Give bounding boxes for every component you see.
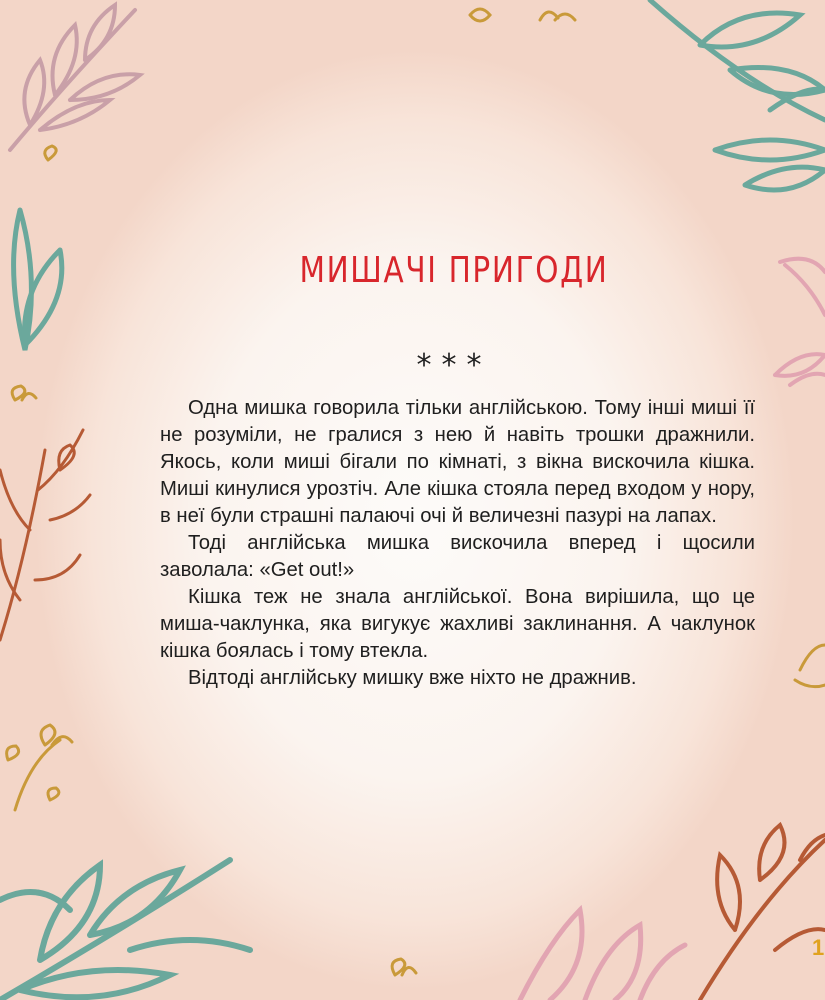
section-separator: ***: [416, 348, 492, 383]
leaf-branch-icon: [650, 0, 825, 190]
flower-bud-icon: [392, 645, 825, 975]
leaf-branch-icon: [0, 860, 250, 1000]
story-title: МИШАЧІ ПРИГОДИ: [299, 250, 609, 291]
leaf-branch-icon: [520, 910, 685, 1000]
flower-bud-icon: [7, 725, 72, 810]
page-number: 1: [812, 935, 825, 960]
paragraph: Відтоді англійську мишку вже ніхто не дражнив.: [188, 667, 637, 689]
story-text: [160, 395, 755, 692]
leaf-branch-icon: [10, 5, 140, 150]
leaf-branch-icon: [14, 210, 62, 350]
paragraph: Одна мишка говорила тільки англійською. Тому інші миші її не розуміли, не гралися з нею й навіть трошки дражнили. Якось, коли миші бігали по кімнаті, з вікна вискочила кішка. Миші кинулися урозтіч. Але кішка стояла перед входом у нору, в неї були страшні палаючі очі й величезні пазурі на лапах.: [160, 397, 755, 527]
flower-bud-icon: [12, 9, 575, 400]
leaf-branch-icon: [0, 430, 90, 640]
paragraph: Тоді англійська мишка вискочила вперед і щосили заволала: «Get out!»: [160, 532, 755, 581]
paragraph: Кішка теж не знала англійської. Вона вирішила, що це миша-чаклунка, яка вигукує жахливі заклинання. А чаклунок кішка боялась і тому втекла.: [160, 586, 755, 662]
leaf-branch-icon: [700, 825, 825, 1000]
